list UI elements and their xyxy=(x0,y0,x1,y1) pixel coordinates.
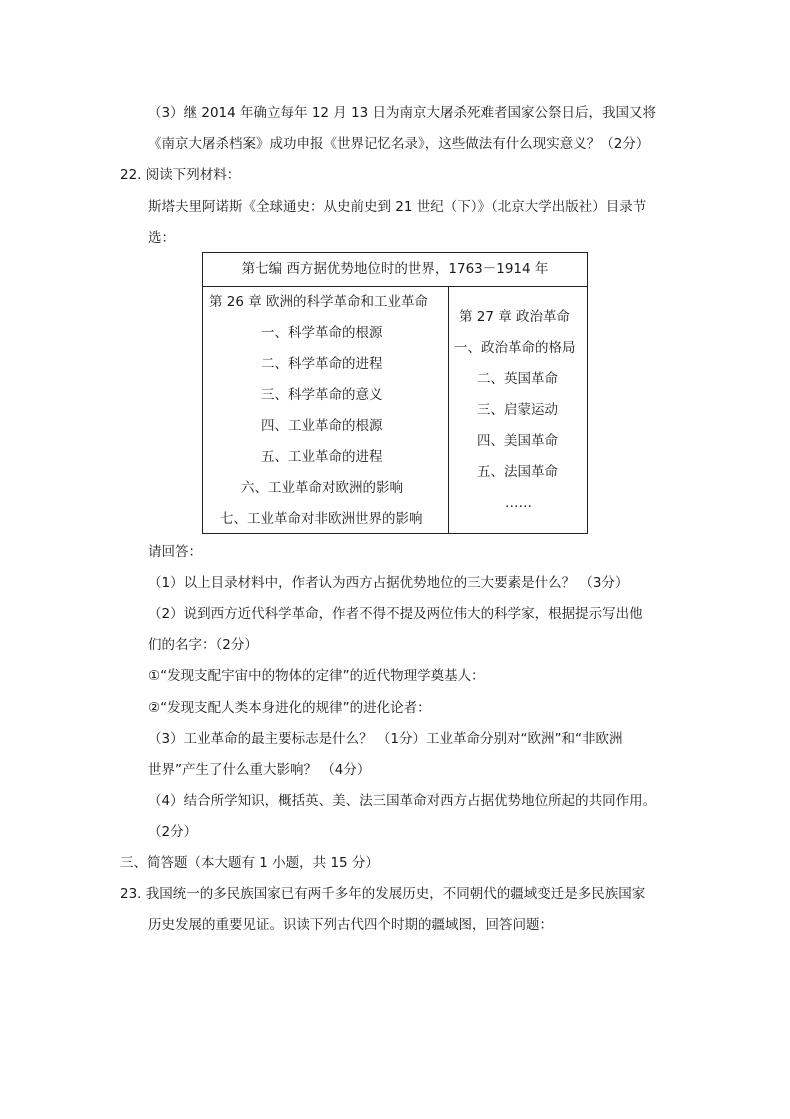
q23-line1: 23. 我国统一的多民族国家已有两千多年的发展历史，不同朝代的疆域变迁是多民族国家 xyxy=(120,886,646,902)
section3-heading: 三、简答题（本大题有 1 小题，共 15 分） xyxy=(120,855,379,871)
toc-item: 七、工业革命对非欧洲世界的影响 xyxy=(220,511,423,527)
q23-line2: 历史发展的重要见证。识读下列古代四个时期的疆域图，回答问题： xyxy=(148,917,553,933)
toc-ellipsis: …… xyxy=(505,495,532,511)
q22-sub2-line1: （2）说到西方近代科学革命，作者不得不提及两位伟大的科学家，根据提示写出他 xyxy=(148,606,643,622)
toc-chapter-26-title: 第 26 章 欧洲的科学革命和工业革命 xyxy=(209,294,429,310)
toc-chapter-27-title: 第 27 章 政治革命 xyxy=(459,309,571,325)
toc-item: 六、工业革命对欧洲的影响 xyxy=(241,480,403,496)
q22-hint1: ①“发现支配宇宙中的物体的定律”的近代物理学奠基人： xyxy=(148,668,485,684)
q22-sub3-line2: 世界”产生了什么重大影响？ （4分） xyxy=(148,762,371,778)
toc-title: 第七编 西方据优势地位时的世界，1763－1914 年 xyxy=(203,253,587,287)
q22-sub4-line2: （2分） xyxy=(148,824,198,840)
toc-item: 二、英国革命 xyxy=(477,371,558,387)
toc-item: 五、工业革命的进程 xyxy=(261,449,383,465)
toc-item: 一、政治革命的格局 xyxy=(454,340,576,356)
toc-chapter-26 xyxy=(203,287,449,533)
toc-item: 一、科学革命的根源 xyxy=(261,325,383,341)
q22-sub3-line1: （3）工业革命的最主要标志是什么？ （1分）工业革命分别对“欧洲”和“非欧洲 xyxy=(148,731,623,747)
toc-table xyxy=(202,252,588,534)
q22-sub4-line1: （4）结合所学知识，概括英、美、法三国革命对西方占据优势地位所起的共同作用。 xyxy=(148,793,657,809)
toc-item: 五、法国革命 xyxy=(477,464,558,480)
toc-item: 三、科学革命的意义 xyxy=(261,387,383,403)
toc-item: 四、工业革命的根源 xyxy=(261,418,383,434)
toc-chapter-27 xyxy=(449,287,587,533)
answer-prompt: 请回答： xyxy=(148,544,202,560)
q21-sub3-line1: （3）继 2014 年确立每年 12 月 13 日为南京大屠杀死难者国家公祭日后，我国又将 xyxy=(148,105,657,121)
q22-intro-line2: 选： xyxy=(148,230,175,246)
q22-sub2-line2: 们的名字：（2分） xyxy=(148,637,258,653)
q22-hint2: ②“发现支配人类本身进化的规律”的进化论者： xyxy=(148,700,431,716)
q22-sub1: （1）以上目录材料中，作者认为西方占据优势地位的三大要素是什么？ （3分） xyxy=(148,575,629,591)
q22-intro-line1: 斯塔夫里阿诺斯《全球通史：从史前史到 21 世纪（下）》（北京大学出版社）目录节 xyxy=(148,199,647,215)
toc-item: 四、美国革命 xyxy=(477,433,558,449)
toc-item: 三、启蒙运动 xyxy=(477,402,558,418)
q22-heading: 22. 阅读下列材料： xyxy=(120,167,241,183)
q21-sub3-line2: 《南京大屠杀档案》成功申报《世界记忆名录》，这些做法有什么现实意义？（2分） xyxy=(148,136,650,152)
toc-item: 二、科学革命的进程 xyxy=(261,356,383,372)
